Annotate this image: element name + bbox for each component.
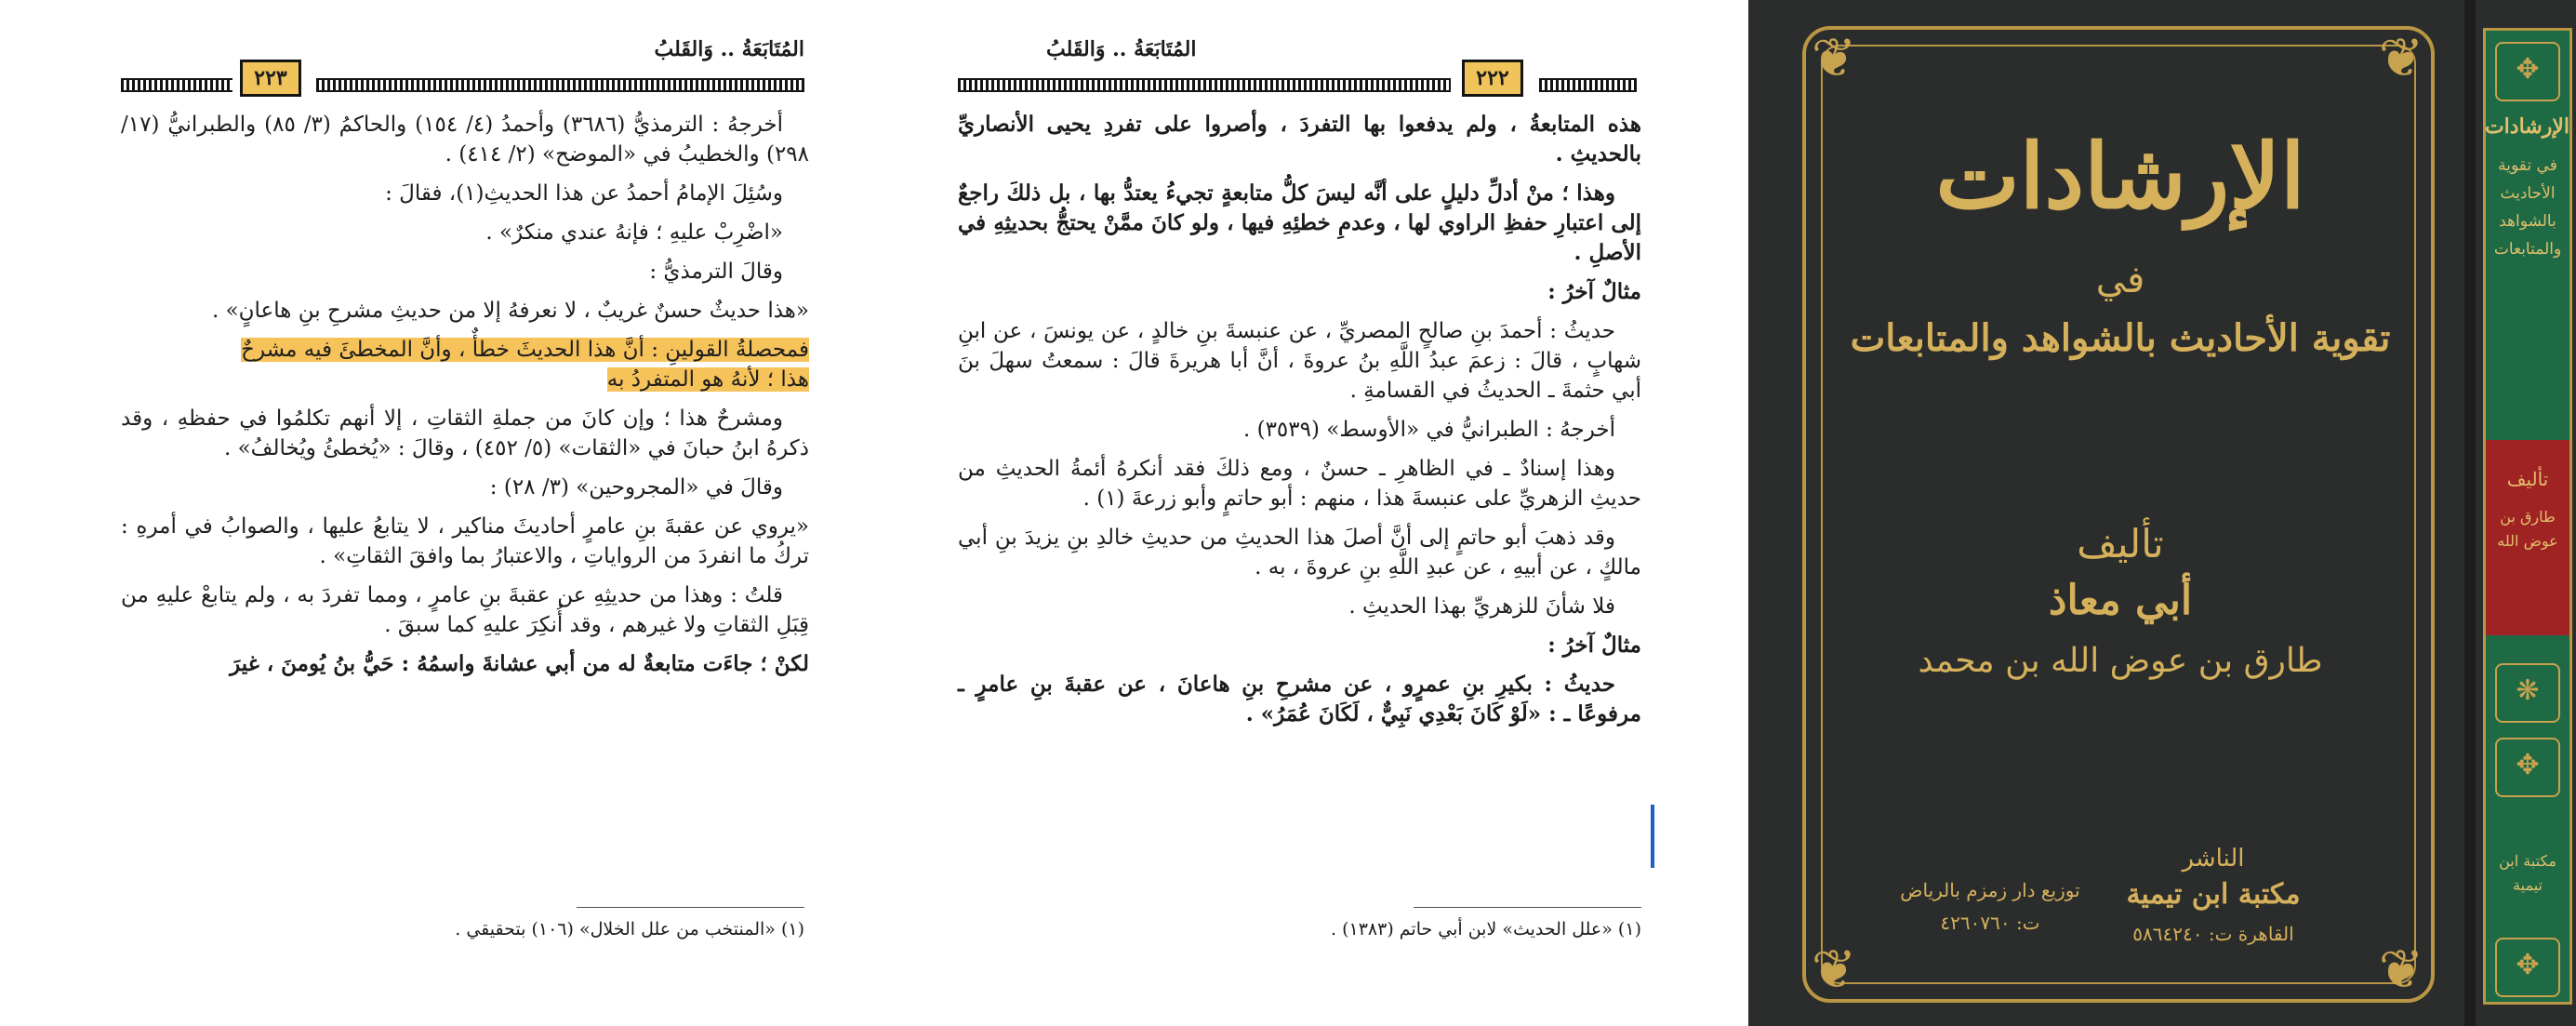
paragraph: وقد ذهبَ أبو حاتمٍ إلى أنَّ أصلَ هذا الحديثِ من حديثِ خالدِ بنِ يزيدَ بنِ أبي مالكٍ ، عن أبيهِ ، عن عبدِ اللَّهِ بنِ عروةَ ، به . (958, 526, 1641, 580)
ornament-icon: ❦ (2378, 938, 2424, 1001)
book-page-left (0, 0, 865, 1026)
header-rule-right (1539, 78, 1637, 92)
page-number: ٢٢٢ (1462, 60, 1523, 97)
quote-paragraph: «هذا حديثٌ حسنٌ غريبٌ ، لا نعرفهُ إلا من حديثِ مشرحِ بنِ هاعانٍ» . (211, 299, 809, 323)
paragraph: قلتُ : وهذا من حديثِهِ عن عقبةَ بنِ عامرٍ ، ومما تفردَ به ، ولم يتابعْ عليهِ من قِبَلِ الثقاتِ ولا غيرهم ، وقد أُنكِرَ عليهِ كما سبقَ . (121, 583, 809, 637)
paragraph: أخرجهُ : الترمذيُّ (٣٦٨٦) وأحمدُ (٤/ ١٥٤) والحاكمُ (٣/ ٨٥) والطبرانيُّ (١٧/ ٢٩٨) والخطيبُ في «الموضح» (٢/ ٤١٤) . (121, 113, 809, 167)
paragraph: فلا شأنَ للزهريِّ بهذا الحديثِ . (1348, 594, 1615, 619)
paragraph: ومشرحٌ هذا ؛ وإن كانَ من جملةِ الثقاتِ ، إلا أنهم تكلمُوا في حفظهِ ، وقد ذكرهُ ابنُ حبانَ في «الثقات» (٥/ ٤٥٢) ، وقالَ : «يُخطئُ ويُخالفُ» . (121, 406, 809, 460)
spine-subtitle: في تقوية الأحاديث بالشواهد والمتابعات (2493, 156, 2562, 259)
paragraph: حديثُ : بكيرِ بنِ عمرٍو ، عن مشرحِ بنِ هاعانَ ، عن عقبةَ بنِ عامرٍ ـ مرفوعًا ـ : «لَوْ كَانَ بَعْدِي نَبِيٌّ ، لَكَانَ عُمَرُ» . (958, 672, 1641, 726)
distributor-phone: ت: ٤٢٦٠٧٦٠ (1940, 912, 2040, 934)
header-rule-left (958, 78, 1451, 92)
ornament-icon: ❦ (2378, 26, 2424, 89)
header-rule-right (316, 78, 804, 92)
text-cursor-bar (1651, 805, 1654, 868)
running-title: المُتَابَعَةُ .. وَالقَلبُ (654, 37, 804, 61)
paragraph: وهذا إسنادٌ ـ في الظاهرِ ـ حسنٌ ، ومع ذلكَ فقد أنكرهُ أئمةُ الحديثِ من حديثِ الزهريِّ على عنبسةَ هذا ، منهم : أبو حاتمٍ وأبو زرعةَ (١) . (958, 457, 1641, 511)
highlighted-paragraph[interactable] (121, 335, 809, 394)
page-number: ٢٢٣ (240, 60, 301, 97)
running-title: المُتَابَعَةُ .. وَالقَلبُ (1046, 37, 1197, 61)
book-cover (1748, 0, 2576, 1026)
paragraph: وقالَ في «المجروحين» (٣/ ٢٨) : (489, 475, 783, 500)
publisher-name: مكتبة ابن تيمية (2126, 878, 2301, 911)
page-header (121, 37, 804, 90)
ornament-icon: ❦ (1811, 26, 1857, 89)
ornament-icon: ✥ (2495, 738, 2560, 797)
paragraph: حديثُ : أحمدَ بنِ صالحٍ المصريِّ ، عن عنبسةَ بنِ خالدٍ ، عن يونسَ ، عن ابنِ شهابٍ ، قالَ : زعمَ عبدُ اللَّهِ بنُ عروةَ ، أنَّ أبا هريرةَ قالَ : سمعتُ سهلَ بنَ أبي حثمةَ ـ الحديثُ في القسامةِ . (958, 319, 1641, 403)
footnote: (١) «علل الحديث» لابن أبي حاتم (١٣٨٣) . (1330, 919, 1641, 939)
author-kunya: أبي معاذ (2048, 577, 2193, 624)
example-heading: مثالٌ آخرُ : (1547, 633, 1641, 658)
author-name: طارق بن عوض الله بن محمد (1918, 642, 2323, 680)
publisher-label: الناشر (2182, 845, 2245, 873)
cover-title: الإرشادات (1935, 124, 2305, 229)
paragraph: لكنْ ؛ جاءَت متابعةٌ له من أبي عشانةَ واسمُهُ : حَيُّ بنُ يُومنَ ، غيرَ (230, 651, 809, 676)
footnote-rule (1414, 907, 1641, 908)
ornament-icon: ❋ (2495, 663, 2560, 723)
paragraph: وقالَ الترمذيُّ : (649, 260, 783, 284)
body-text (121, 110, 809, 688)
spine-author: طارق بن عوض الله (2497, 508, 2558, 550)
quote-paragraph: «يروي عن عقبةَ بنِ عامرٍ أحاديثَ مناكير ، لا يتابعُ عليها ، والصوابُ في أمرهِ : تركُ ما انفردَ من الرواياتِ ، والاعتبارُ بما وافقَ الثقاتِ» . (121, 514, 809, 568)
cover-subtitle-prefix: في (2095, 259, 2145, 301)
highlighted-text[interactable]: فمحصلةُ القولينِ : أنَّ هذا الحديثَ خطأٌ ، وأنَّ المخطئَ فيه مشرحٌ (241, 338, 809, 362)
example-heading: مثالٌ آخرُ : (1547, 279, 1641, 304)
ornament-icon: ✥ (2495, 938, 2560, 997)
paragraph: هذه المتابعةُ ، ولم يدفعوا بها التفردَ ، وأصروا على تفردِ يحيى الأنصاريِّ بالحديثِ . (958, 112, 1641, 167)
spine-gap (2464, 0, 2476, 1026)
spine-publisher: مكتبة ابن تيمية (2499, 852, 2556, 894)
ornament-icon: ✥ (2495, 42, 2560, 101)
body-text (958, 110, 1641, 739)
cover-subtitle: تقوية الأحاديث بالشواهد والمتابعات (1850, 316, 2391, 360)
spine-title: الإرشادات (2484, 114, 2569, 139)
page-header (958, 37, 1637, 90)
spine-author-label: تأليف (2506, 468, 2549, 490)
author-label: تأليف (2077, 521, 2164, 566)
ornament-icon: ❦ (1811, 938, 1857, 1001)
distributor: توزيع دار زمزم بالرياض (1900, 879, 2080, 901)
highlighted-text[interactable]: هذا ؛ لأنهُ هو المتفردُ به (606, 367, 809, 392)
paragraph: وسُئِلَ الإمامُ أحمدُ عن هذا الحديثِ(١)، فقالَ : (385, 181, 783, 206)
footnote-rule (577, 907, 804, 908)
book-spine (2483, 28, 2572, 1005)
paragraph: أخرجهُ : الطبرانيُّ في «الأوسط» (٣٥٣٩) . (1242, 418, 1615, 442)
footnote: (١) «المنتخب من علل الخلال» (١٠٦) بتحقيقي . (455, 919, 804, 939)
publisher-phone: القاهرة ت: ٥٨٦٤٢٤٠ (2132, 923, 2294, 945)
paragraph: وهذا ؛ منْ أدلِّ دليلٍ على أنَّه ليسَ كلُّ متابعةٍ تجيءُ يعتدُّ بها ، بل ذلكَ راجعٌ إلى اعتبارِ حفظِ الراوي لها ، وعدمِ خطئِهِ فيها ، ولو كانَ ممَّنْ يحتجُّ بحديثِهِ في الأصلِ . (958, 180, 1641, 265)
header-rule-left (121, 78, 232, 92)
paragraph: «اضْرِبْ عليهِ ؛ فإنهُ عندي منكرٌ» . (485, 220, 783, 245)
book-page-middle (865, 0, 1748, 1026)
